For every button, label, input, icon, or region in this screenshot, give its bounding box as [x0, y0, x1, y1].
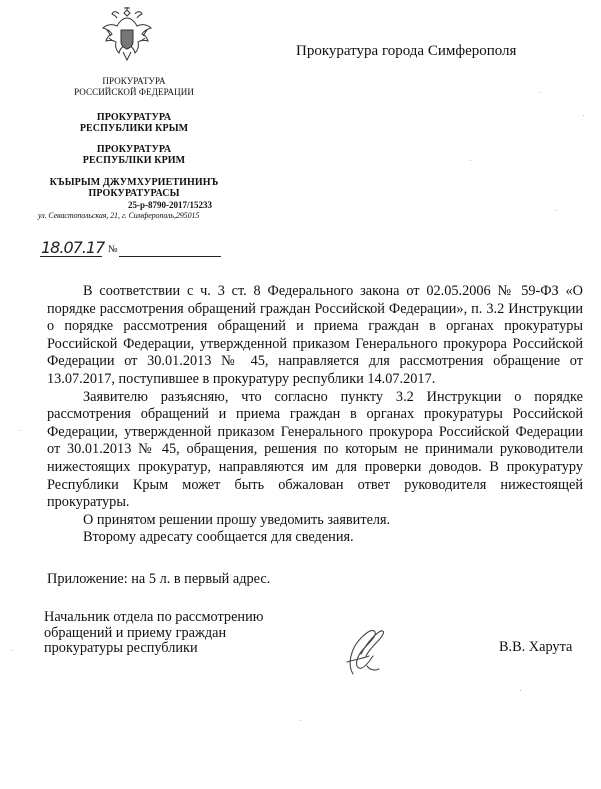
sender-address: ул. Севастопольская, 21, г. Симферополь,295015 — [38, 211, 200, 220]
header-line-crimea-tat: КЪЫРЫМ ДЖУМХУРИЕТИНИНЪ — [49, 177, 219, 188]
number-underline — [119, 256, 221, 257]
coat-of-arms-icon — [101, 6, 153, 66]
signatory-title-line: обращений и приему граждан — [44, 624, 227, 641]
signature-icon — [333, 604, 393, 684]
paragraph: О принятом решении прошу уведомить заявителя. — [83, 511, 391, 528]
header-line-crimea-ru: РЕСПУБЛИКИ КРЫМ — [79, 123, 189, 134]
recipient: Прокуратура города Симферополя — [296, 43, 517, 59]
header-line-crimea-ua: РЕСПУБЛІКИ КРИМ — [82, 155, 186, 166]
header-line-prosecutor-2: ПРОКУРАТУРА — [96, 112, 172, 123]
letter-body — [47, 283, 583, 547]
handwritten-date: 18.07.17 — [41, 238, 105, 257]
signatory-title — [44, 610, 263, 657]
header-line-rf: РОССИЙСКОЙ ФЕДЕРАЦИИ — [74, 87, 194, 97]
paragraph: Второму адресату сообщается для сведения. — [83, 529, 354, 546]
signatory-title-line: Начальник отдела по рассмотрению — [44, 609, 264, 625]
attachment-note: Приложение: на 5 л. в первый адрес. — [47, 571, 271, 587]
date-underline — [40, 256, 102, 257]
header-line-prosecutor: ПРОКУРАТУРА — [102, 76, 166, 86]
signatory-title-line: прокуратуры республики — [44, 640, 198, 657]
signatory-name: В.В. Харута — [499, 639, 573, 655]
paragraph: В соответствии с ч. 3 ст. 8 Федерального закона от 02.05.2006 № 59-ФЗ «О порядке рассмотрения обращений граждан Российской Федерации», п. 3.2 Инструкции о порядке рассмотрения обращений и приема граждан в органах прокуратуры Российской Федерации, утвержденной приказом Генерального прокурора Российской Федерации от 30.01.2013 № 45, направляется для рассмотрения обращение от 13.07.2017, поступившее в прокуратуру республики 14.07.2017. — [47, 283, 583, 387]
header-line-prosecutor-3: ПРОКУРАТУРА — [96, 144, 172, 155]
registration-number: 25-р-8790-2017/15233 — [128, 200, 212, 210]
number-sign: № — [108, 244, 118, 255]
paragraph: Заявителю разъясняю, что согласно пункту 3.2 Инструкции о порядке рассмотрения обращений и приема граждан в органах прокуратуры Российской Федерации, утвержденной приказом Генерального прокурора Российской Федерации от 30.01.2013 № 45, обращения, решения по которым не принимали руководители нижестоящих прокуратур, направляются им для проверки доводов. В прокуратуру Республики Крым может быть обжалован ответ руководителя нижестоящей прокуратуры. — [47, 388, 583, 511]
header-line-prosecutor-tat: ПРОКУРАТУРАСЫ — [88, 188, 180, 199]
